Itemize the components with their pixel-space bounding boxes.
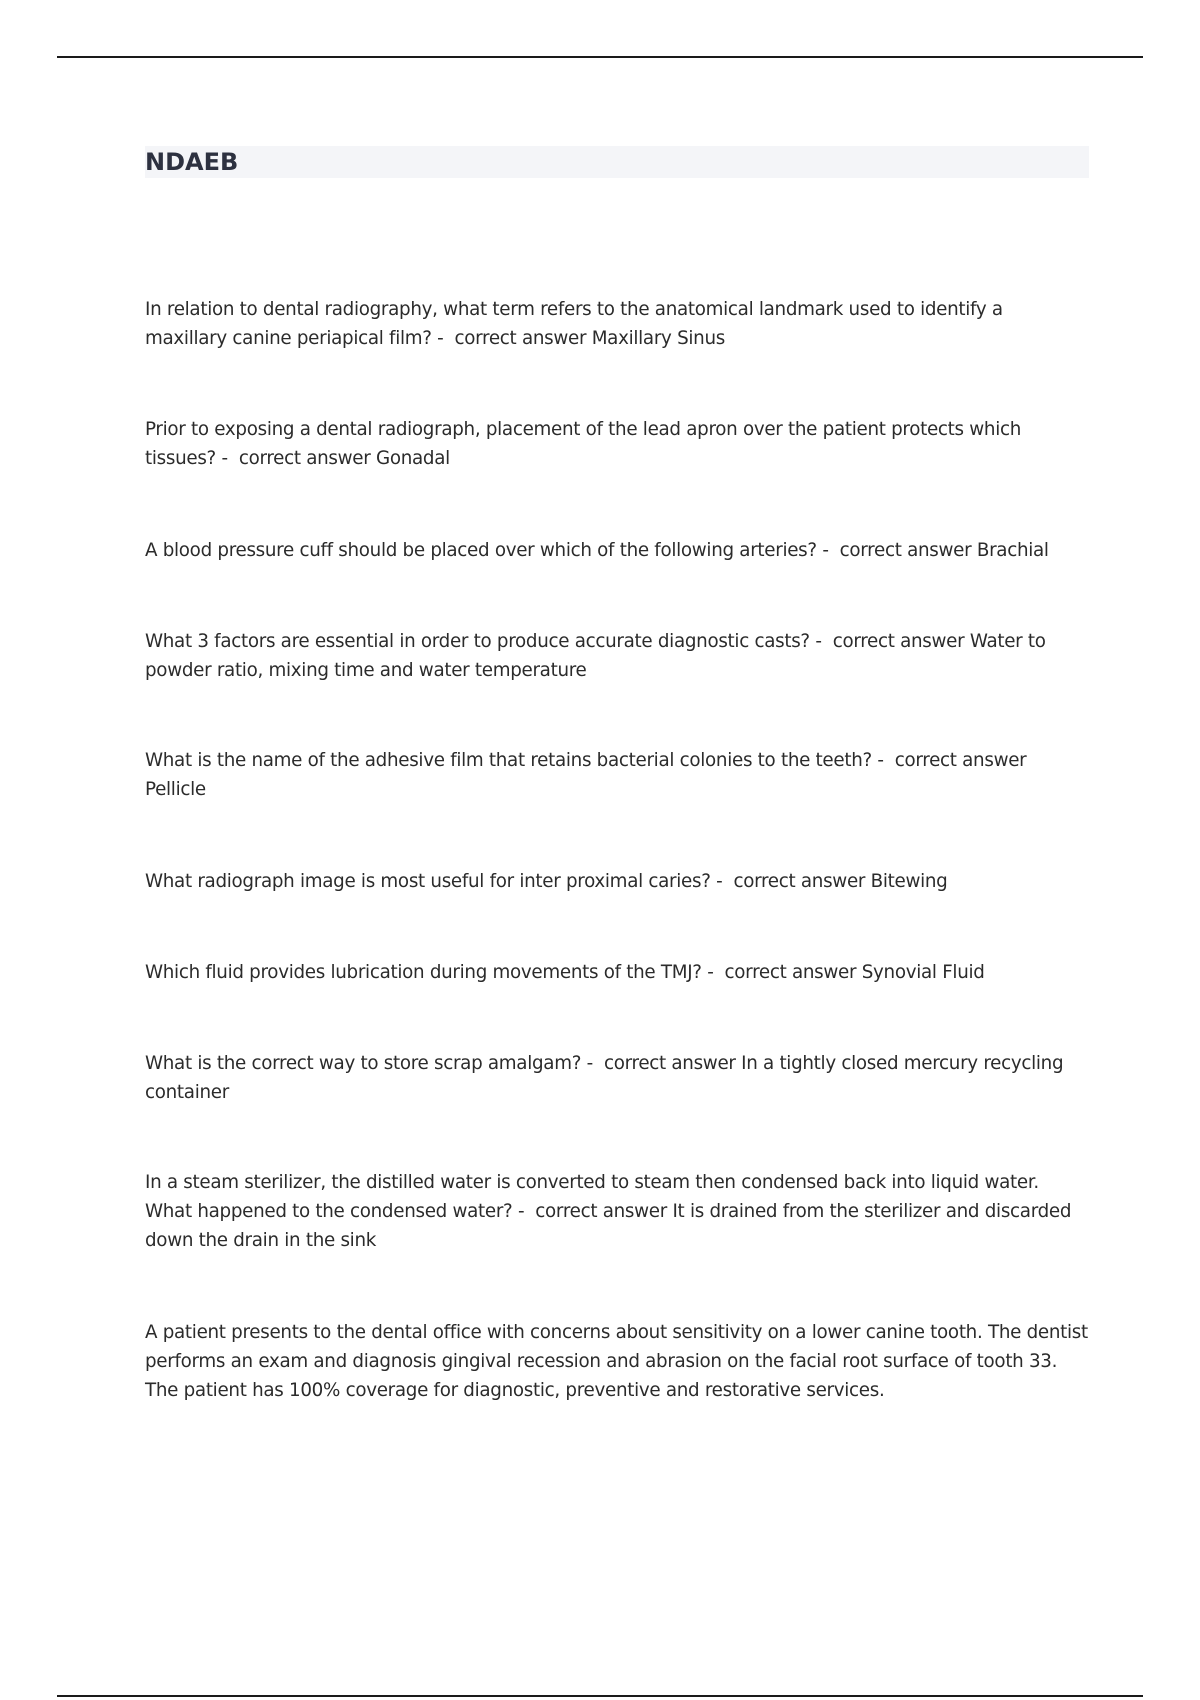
question-text: What radiograph image is most useful for inter proximal caries?: [145, 871, 711, 892]
top-rule: [57, 56, 1143, 58]
question-text: Which fluid provides lubrication during movements of the TMJ?: [145, 962, 702, 983]
answer-prefix: correct answer: [733, 871, 866, 892]
qa-item-2: Prior to exposing a dental radiograph, placement of the lead apron over the patient protects which tissues? - correct answer Gonadal: [145, 419, 1022, 469]
answer-prefix: correct answer: [454, 328, 587, 349]
bottom-rule: [57, 1695, 1143, 1697]
question-text: What is the correct way to store scrap amalgam?: [145, 1053, 582, 1074]
answer-text: Pellicle: [145, 779, 206, 800]
question-text: A blood pressure cuff should be placed over which of the following arteries?: [145, 540, 817, 561]
question-text: In a steam sterilizer, the distilled water is converted to steam then condensed back into liquid water. What happened to the condensed water?: [145, 1172, 1039, 1222]
answer-text: In a tightly closed mercury recycling container: [145, 1053, 1064, 1103]
question-text: What is the name of the adhesive film that retains bacterial colonies to the teeth?: [145, 750, 872, 771]
answer-text: Synovial Fluid: [861, 962, 985, 983]
answer-prefix: correct answer: [603, 1053, 736, 1074]
question-text: What 3 factors are essential in order to produce accurate diagnostic casts?: [145, 631, 810, 652]
answer-text: Bitewing: [870, 871, 948, 892]
answer-text: Gonadal: [375, 448, 450, 469]
answer-prefix: correct answer: [839, 540, 972, 561]
trailing-paragraph: A patient presents to the dental office with concerns about sensitivity on a lower canine tooth. The dentist performs an exam and diagnosis gingival recession and abrasion on the facial root surface of tooth 33. The patient has 100% coverage for diagnostic, preventive and restorative services.: [145, 1322, 1088, 1401]
answer-prefix: correct answer: [832, 631, 965, 652]
qa-item-1: In relation to dental radiography, what term refers to the anatomical landmark used to identify a maxillary canine periapical film? - correct answer Maxillary Sinus: [145, 299, 1003, 349]
answer-text: It is drained from the sterilizer and discarded down the drain in the sink: [145, 1201, 1072, 1251]
answer-prefix: correct answer: [724, 962, 857, 983]
qa-item-5: What is the name of the adhesive film that retains bacterial colonies to the teeth? - correct answer Pellicle: [145, 750, 1027, 800]
question-text: In relation to dental radiography, what term refers to the anatomical landmark used to identify a maxillary canine periapical film?: [145, 299, 1003, 349]
title-bar: [145, 146, 1089, 178]
answer-prefix: correct answer: [535, 1201, 667, 1222]
answer-text: Maxillary Sinus: [591, 328, 725, 349]
qa-item-7: Which fluid provides lubrication during movements of the TMJ? - correct answer Synovial Fluid: [145, 962, 985, 983]
answer-prefix: correct answer: [894, 750, 1027, 771]
question-text: Prior to exposing a dental radiograph, placement of the lead apron over the patient protects which tissues?: [145, 419, 1022, 469]
answer-prefix: correct answer: [238, 448, 371, 469]
qa-item-8: What is the correct way to store scrap amalgam? - correct answer In a tightly closed mercury recycling container: [145, 1053, 1064, 1103]
qa-item-3: A blood pressure cuff should be placed over which of the following arteries? - correct answer Brachial: [145, 540, 1049, 561]
document-title: NDAEB: [145, 148, 239, 176]
answer-text: Water to powder ratio, mixing time and water temperature: [145, 631, 1046, 681]
qa-item-9: In a steam sterilizer, the distilled water is converted to steam then condensed back into liquid water. What happened to the condensed water? - correct answer It is drained from the sterilizer and discarded down the drain in the sink: [145, 1172, 1072, 1251]
qa-item-6: What radiograph image is most useful for inter proximal caries? - correct answer Bitewing: [145, 871, 948, 892]
qa-item-4: What 3 factors are essential in order to produce accurate diagnostic casts? - correct answer Water to powder ratio, mixing time and water temperature: [145, 631, 1046, 681]
answer-text: Brachial: [976, 540, 1049, 561]
